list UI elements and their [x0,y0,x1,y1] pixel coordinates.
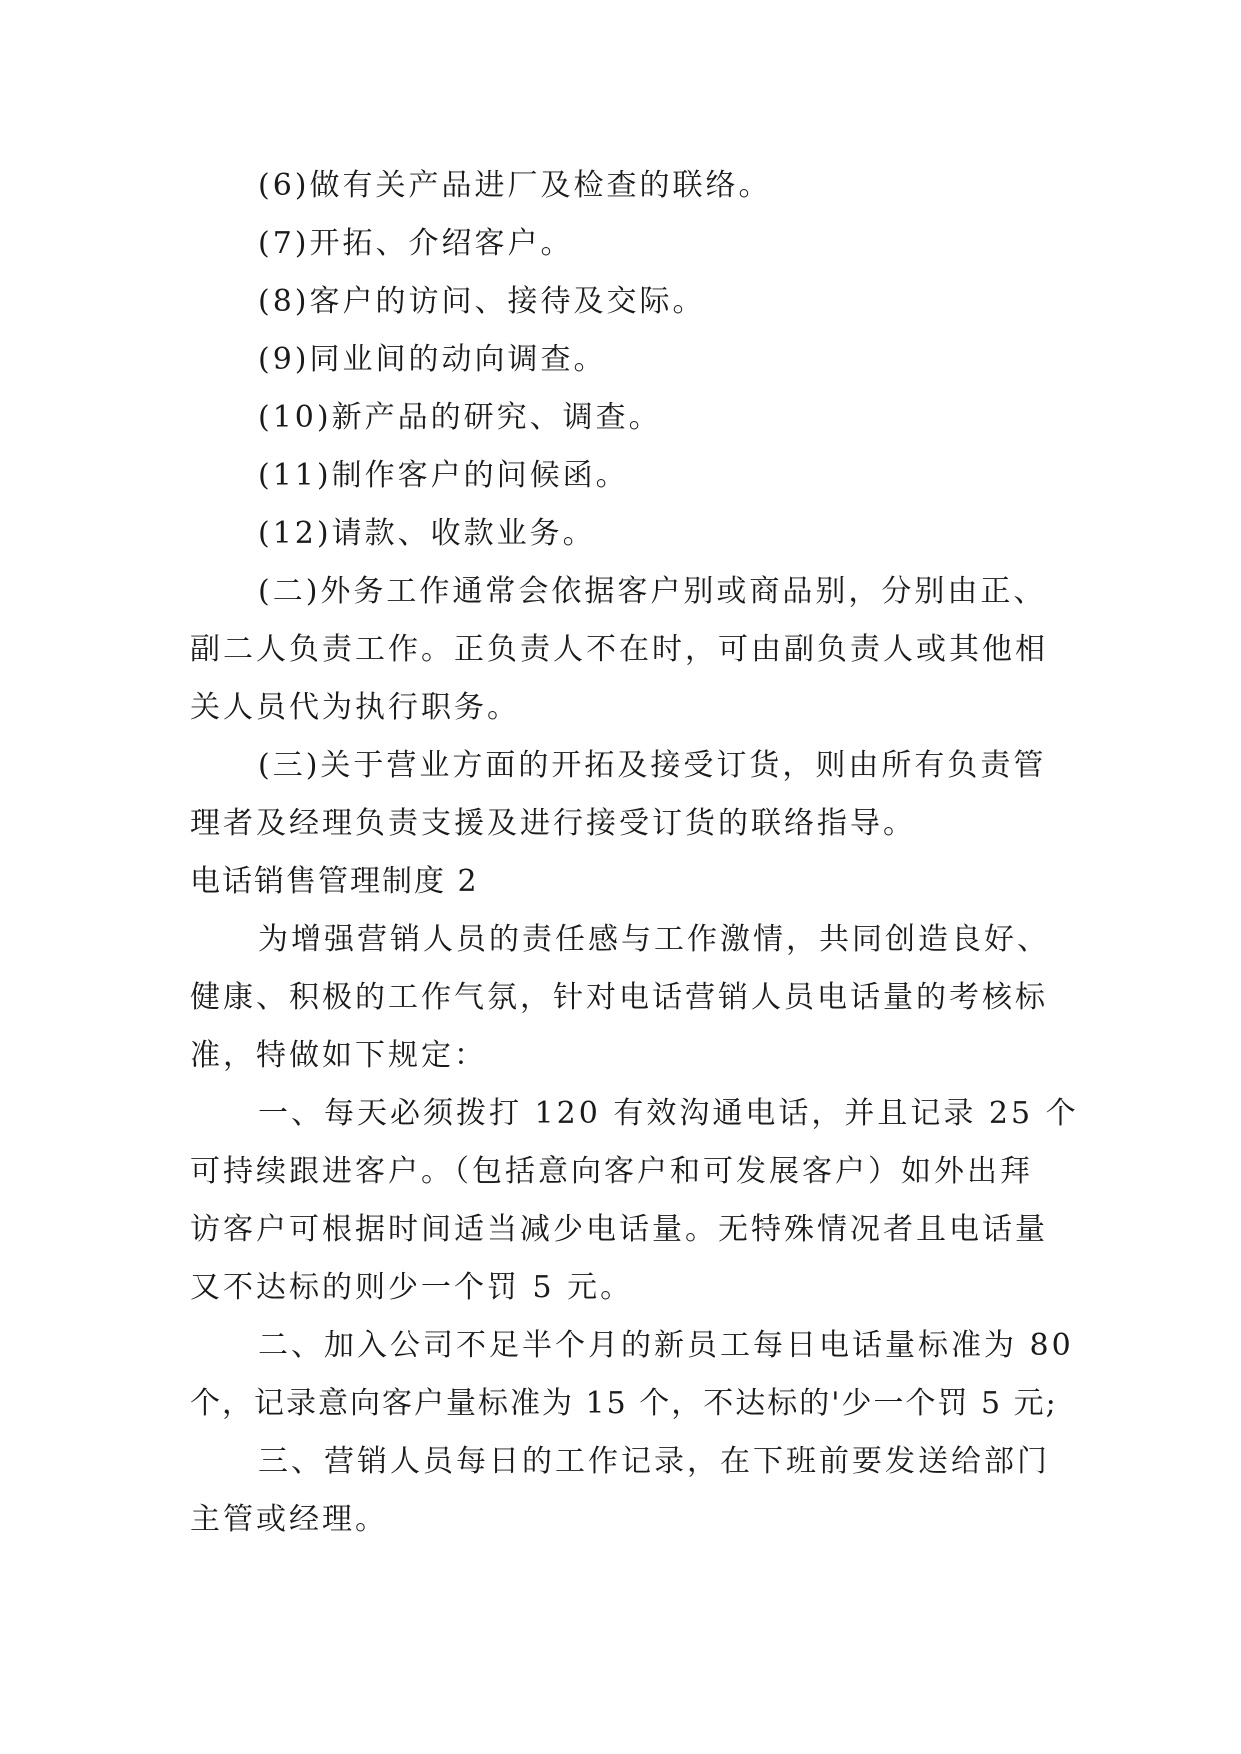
paragraph-line: 二、加入公司不足半个月的新员工每日电话量标准为 80 [258,1328,1074,1363]
list-item-8: (8)客户的访问、接待及交际。 [258,284,706,319]
paragraph-line: 关人员代为执行职务。 [190,690,520,725]
section-heading: 电话销售管理制度 2 [190,864,479,899]
paragraph-line: 主管或经理。 [190,1502,388,1537]
list-item-6: (6)做有关产品进厂及检查的联络。 [258,168,772,203]
paragraph-line: 理者及经理负责支援及进行接受订货的联络指导。 [190,806,916,841]
paragraph-line: 副二人负责工作。正负责人不在时，可由副负责人或其他相 [190,632,1048,667]
paragraph-line: (二)外务工作通常会依据客户别或商品别，分别由正、 [258,574,1047,609]
list-item-11: (11)制作客户的问候函。 [258,458,629,493]
list-item-7: (7)开拓、介绍客户。 [258,226,574,261]
paragraph-line: 访客户可根据时间适当减少电话量。无特殊情况者且电话量 [190,1212,1048,1247]
paragraph-line: 为增强营销人员的责任感与工作激情，共同创造良好、 [258,922,1050,957]
paragraph-line: 准，特做如下规定： [190,1038,487,1073]
list-item-9: (9)同业间的动向调查。 [258,342,607,377]
paragraph-line: 三、营销人员每日的工作记录，在下班前要发送给部门 [258,1444,1050,1479]
paragraph-line: 可持续跟进客户。（包括意向客户和可发展客户）如外出拜 [190,1154,1033,1189]
paragraph-line: 个，记录意向客户量标准为 15 个，不达标的'少一个罚 5 元; [190,1386,1058,1421]
paragraph-line: 一、每天必须拨打 120 有效沟通电话，并且记录 25 个 [258,1096,1079,1131]
paragraph-line: 又不达标的则少一个罚 5 元。 [190,1270,634,1305]
paragraph-line: (三)关于营业方面的开拓及接受订货，则由所有负责管 [258,748,1047,783]
paragraph-line: 健康、积极的工作气氛，针对电话营销人员电话量的考核标 [190,980,1048,1015]
list-item-10: (10)新产品的研究、调查。 [258,400,662,435]
list-item-12: (12)请款、收款业务。 [258,516,596,551]
